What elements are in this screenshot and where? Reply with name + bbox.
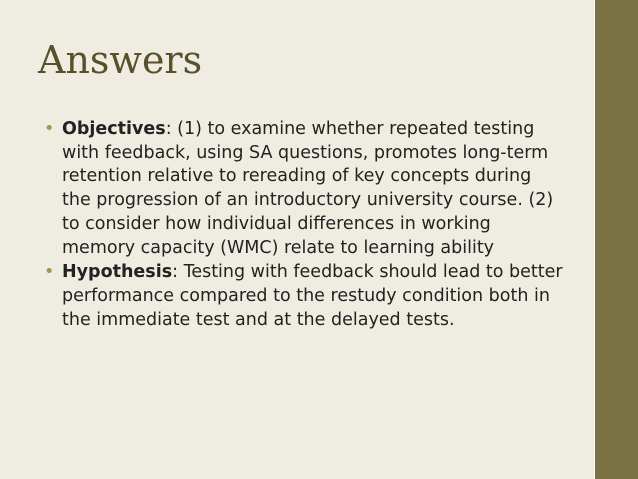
bullet-term: Hypothesis (62, 262, 173, 283)
bullet-item-hypothesis (42, 261, 564, 332)
bullet-icon: • (44, 262, 55, 283)
bullet-term: Objectives (62, 119, 166, 139)
bullet-item-objectives (42, 118, 564, 260)
bullet-text: : Testing with feedback should lead to better performance compared to the restudy condition both in the immediate test and at the delayed tests. (62, 262, 563, 330)
side-band (595, 0, 638, 479)
bullet-text: : (1) to examine whether repeated testing with feedback, using SA questions, promotes long-term retention relative to rereading of key concepts during the progression of an introductory university course. (2) to consider how individual differences in working memory capacity (WMC) relate to learning ability (62, 119, 554, 258)
slide-title: Answers (38, 38, 203, 82)
bullet-icon: • (44, 119, 55, 139)
bullet-list (42, 118, 564, 333)
